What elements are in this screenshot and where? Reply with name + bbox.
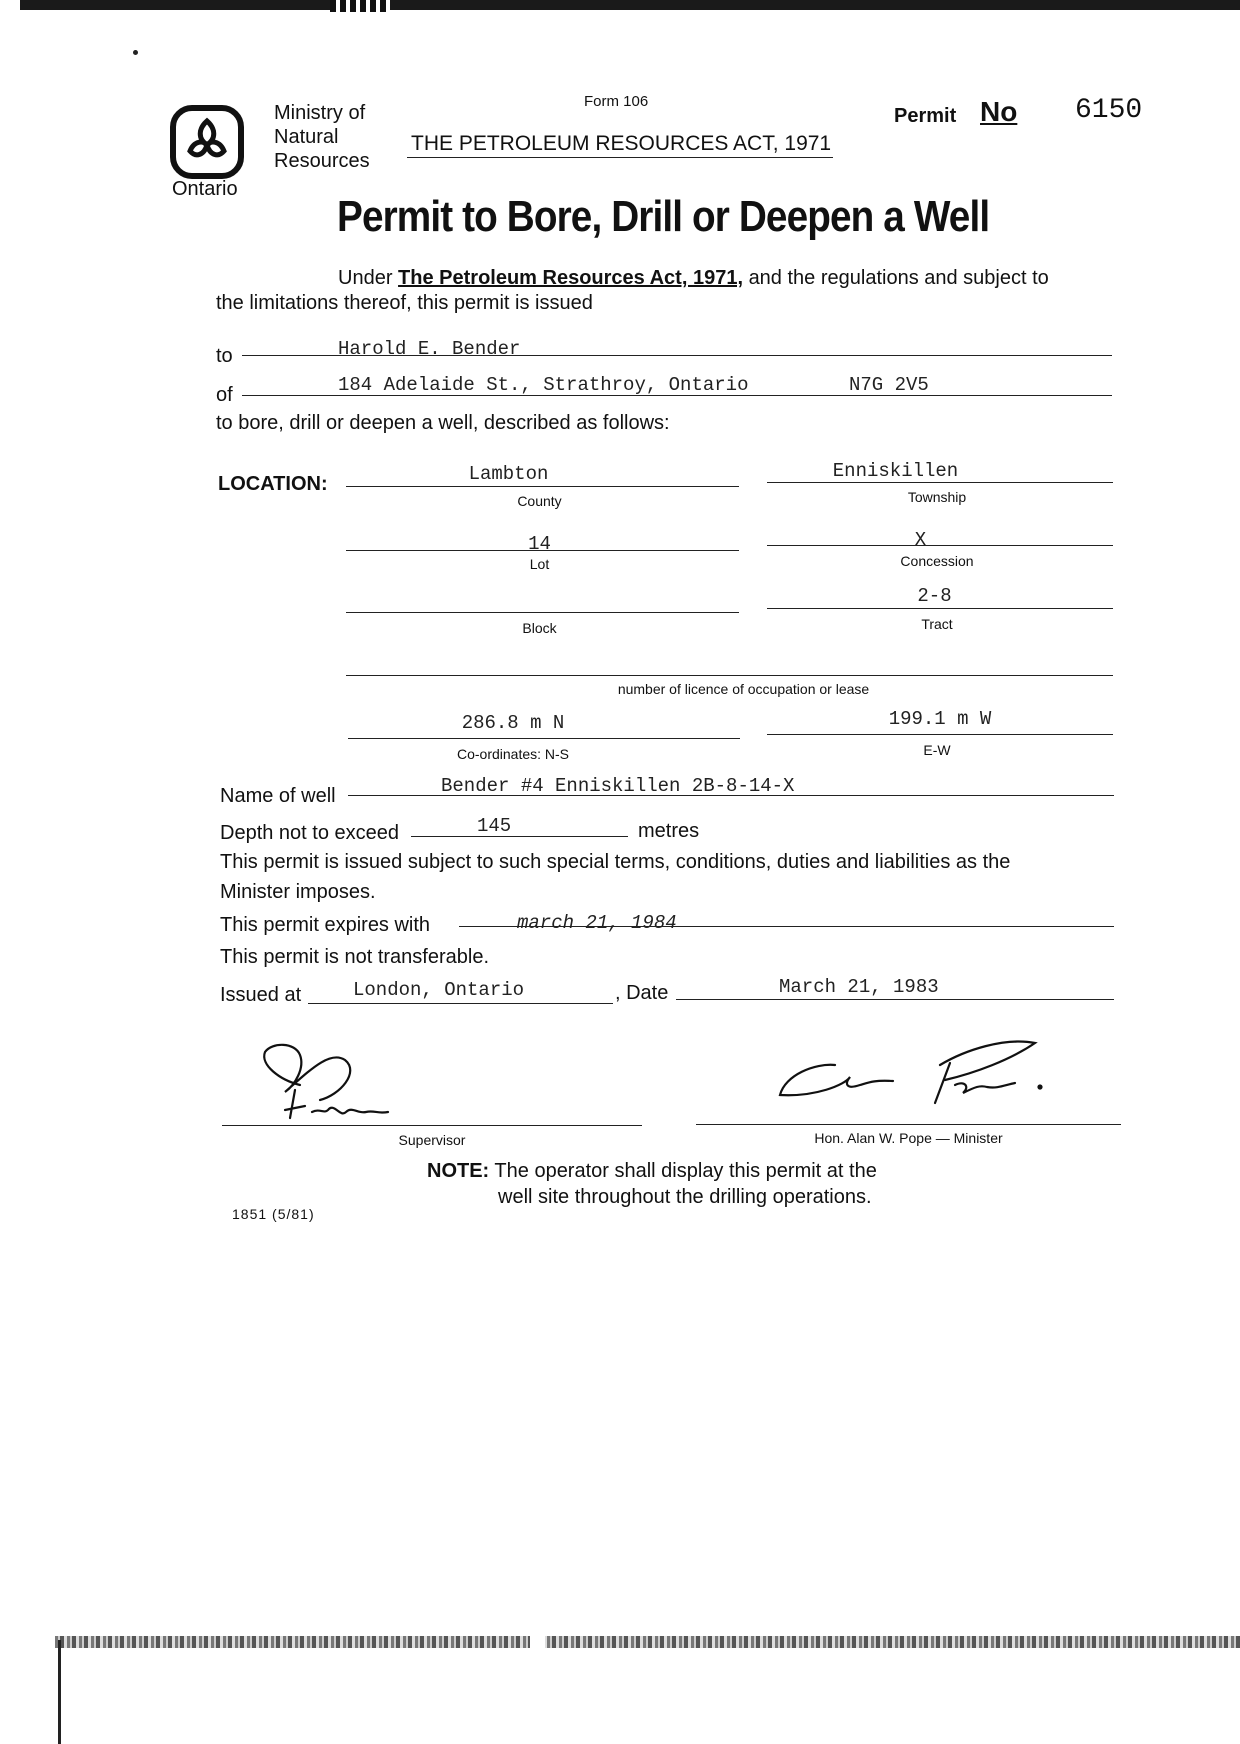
form-code: 1851 (5/81): [232, 1206, 315, 1222]
ew-coordinate-label: E-W: [923, 742, 951, 758]
depth-unit: metres: [638, 820, 700, 842]
minister-label: Hon. Alan W. Pope — Minister: [814, 1130, 1003, 1146]
lot-label: Lot: [529, 556, 550, 572]
ns-coordinate-value: 286.8 m N: [461, 712, 565, 734]
county-label: County: [517, 493, 562, 509]
not-transferable: This permit is not transferable.: [220, 946, 489, 968]
to-label: to: [216, 345, 233, 367]
of-label: of: [216, 384, 233, 406]
township-label: Township: [907, 489, 967, 505]
concession-label: Concession: [900, 553, 974, 569]
supervisor-label: Supervisor: [398, 1132, 466, 1148]
recipient-address: 184 Adelaide St., Strathroy, Ontario: [338, 374, 749, 396]
form-number: Form 106: [584, 93, 649, 110]
county-value: Lambton: [468, 463, 549, 485]
scan-edge-top-mark: [330, 0, 390, 12]
recipient-postal: N7G 2V5: [849, 374, 929, 396]
concession-value: X: [914, 529, 927, 551]
township-value: Enniskillen: [832, 460, 959, 482]
date-value: March 21, 1983: [779, 976, 939, 998]
tract-value: 2-8: [917, 585, 952, 607]
note-line-2: well site throughout the drilling operations.: [498, 1186, 872, 1208]
scan-edge-bottom: [55, 1636, 1240, 1648]
ew-coordinate-value: 199.1 m W: [888, 708, 992, 730]
terms-line-2: Minister imposes.: [220, 881, 376, 903]
province-label: Ontario: [172, 178, 238, 200]
location-label: LOCATION:: [218, 473, 328, 495]
licence-label: number of licence of occupation or lease: [617, 681, 870, 697]
permit-label: Permit: [894, 105, 957, 127]
act-title: THE PETROLEUM RESOURCES ACT, 1971: [411, 132, 832, 155]
note-line-1: NOTE: The operator shall display this permit at the: [427, 1160, 877, 1182]
minister-signature: [775, 1035, 1055, 1115]
page-title: Permit to Bore, Drill or Deepen a Well: [337, 192, 990, 241]
well-name-label: Name of well: [220, 785, 336, 807]
scan-edge-top: [20, 0, 1240, 10]
permit-no-label: No: [980, 96, 1018, 127]
intro-line-2: the limitations thereof, this permit is issued: [216, 292, 593, 314]
supervisor-signature: [250, 1040, 450, 1130]
scan-edge-left: [58, 1640, 61, 1744]
scan-speck: [133, 50, 138, 55]
depth-value: 145: [477, 815, 512, 837]
ministry-name: Ministry of Natural Resources: [274, 102, 370, 172]
well-name-value: Bender #4 Enniskillen 2B-8-14-X: [441, 775, 795, 797]
permit-number: 6150: [1075, 95, 1143, 126]
intro-line-1: Under The Petroleum Resources Act, 1971, and the regulations and subject to: [338, 267, 1049, 289]
expires-label: This permit expires with: [220, 914, 431, 936]
recipient-name: Harold E. Bender: [338, 338, 521, 360]
lot-value: 14: [528, 533, 551, 555]
purpose-text: to bore, drill or deepen a well, described as follows:: [216, 412, 670, 434]
issued-at-label: Issued at: [220, 984, 302, 1006]
depth-label: Depth not to exceed: [220, 822, 400, 844]
expires-value: march 21, 1984: [517, 912, 677, 934]
issued-at-value: London, Ontario: [353, 979, 525, 1001]
tract-label: Tract: [921, 616, 953, 632]
ns-coordinate-label: Co-ordinates: N-S: [456, 746, 570, 762]
date-label: , Date: [615, 982, 669, 1004]
terms-line-1: This permit is issued subject to such special terms, conditions, duties and liabilities as the: [220, 851, 1011, 873]
ontario-trillium-logo: [170, 105, 244, 179]
block-label: Block: [522, 620, 557, 636]
